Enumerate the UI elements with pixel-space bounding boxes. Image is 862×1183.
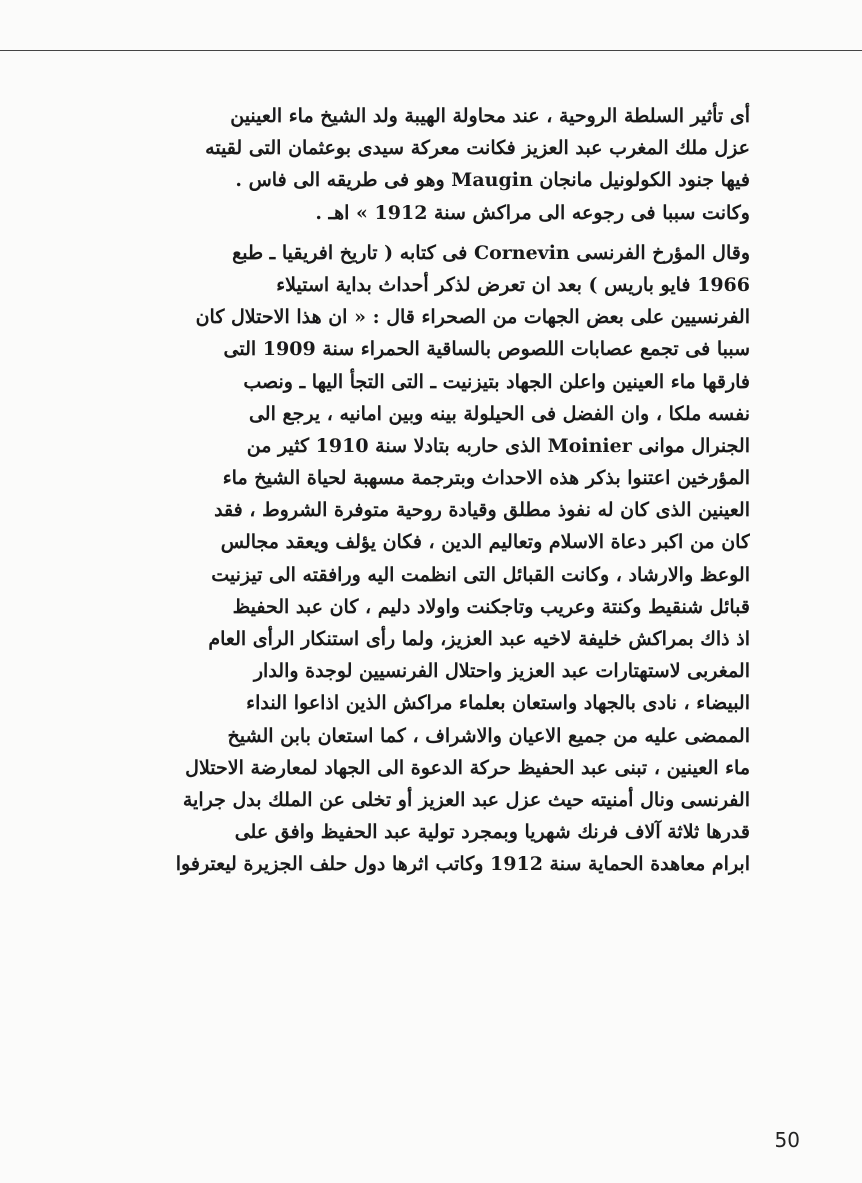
text-line: نفسه ملكا ، وان الفضل فى الحيلولة بينه وبين امانيه ، يرجع الى: [248, 402, 750, 425]
text-line: الفرنسيين على بعض الجهات من الصحراء قال : « ان هذا الاحتلال كان: [195, 306, 750, 329]
text-line: سببا فى تجمع عصابات اللصوص بالساقية الحمراء سنة 1909 التى: [223, 338, 750, 361]
text-line: ماء العينين ، تبنى عبد الحفيظ حركة الدعوة الى الجهاد لمعارضة الاحتلال: [185, 756, 750, 779]
text-line: قبائل شنقيط وكنتة وعريب وتاجكنت واولاد دليم ، كان عبد الحفيظ: [232, 595, 750, 618]
text-line: البيضاء ، نادى بالجهاد واستعان بعلماء مراكش الذين اذاعوا النداء: [246, 692, 750, 715]
text-line: العينين الذى كان له نفوذ مطلق وقيادة روحية متوفرة الشروط ، فقد: [214, 499, 750, 522]
paragraph-1: [110, 100, 750, 229]
text-line: وقال المؤرخ الفرنسى Cornevin فى كتابه ( تاريخ افريقيا ـ طبع: [232, 241, 750, 264]
text-line: وكانت سببا فى رجوعه الى مراكش سنة 1912 » اهـ .: [315, 201, 750, 224]
text-line: ابرام معاهدة الحماية سنة 1912 وكاتب اثرها دول حلف الجزيرة ليعترفوا: [175, 853, 750, 876]
text-line: عزل ملك المغرب عبد العزيز فكانت معركة سيدى بوعثمان التى لقيته: [205, 137, 750, 160]
paragraph-2: [110, 237, 750, 881]
text-line: كان من اكبر دعاة الاسلام وتعاليم الدين ، فكان يؤلف ويعقد مجالس: [220, 531, 750, 554]
text-line: الوعظ والارشاد ، وكانت القبائل التى انظمت اليه ورافقته الى تيزنيت: [211, 563, 750, 586]
text-line: المغربى لاستهتارات عبد العزيز واحتلال الفرنسيين لوجدة والدار: [253, 660, 750, 683]
text-line: اذ ذاك بمراكش خليفة لاخيه عبد العزيز، ولما رأى استنكار الرأى العام: [208, 628, 750, 650]
text-line: 1966 فايو باريس ) بعد ان تعرض لذكر أحداث بداية استيلاء: [276, 273, 750, 296]
text-line: الفرنسى ونال أمنيته حيث عزل عبد العزيز أو تخلى عن الملك بدل جراية: [182, 788, 750, 811]
text-line: قدرها ثلاثة آلاف فرنك شهريا وبمجرد تولية عبد الحفيظ وافق على: [234, 821, 750, 844]
text-line: فارقها ماء العينين واعلن الجهاد بتيزنيت ـ التى التجأ اليها ـ ونصب: [243, 370, 750, 393]
page-body: [110, 100, 750, 881]
text-line: الجنرال موانى Moinier الذى حاربه بتادلا سنة 1910 كثير من: [246, 434, 750, 457]
header-rule: [0, 50, 862, 51]
text-line: الممضى عليه من جميع الاعيان والاشراف ، كما استعان بابن الشيخ: [227, 724, 750, 747]
text-line: المؤرخين اعتنوا بذكر هذه الاحداث وبترجمة مسهبة لحياة الشيخ ماء: [222, 467, 750, 490]
text-line: فيها جنود الكولونيل مانجان Maugin وهو فى طريقه الى فاس .: [235, 169, 750, 192]
page-number: 50: [774, 1128, 800, 1152]
text-line: أى تأثير السلطة الروحية ، عند محاولة الهيبة ولد الشيخ ماء العينين: [230, 105, 750, 127]
